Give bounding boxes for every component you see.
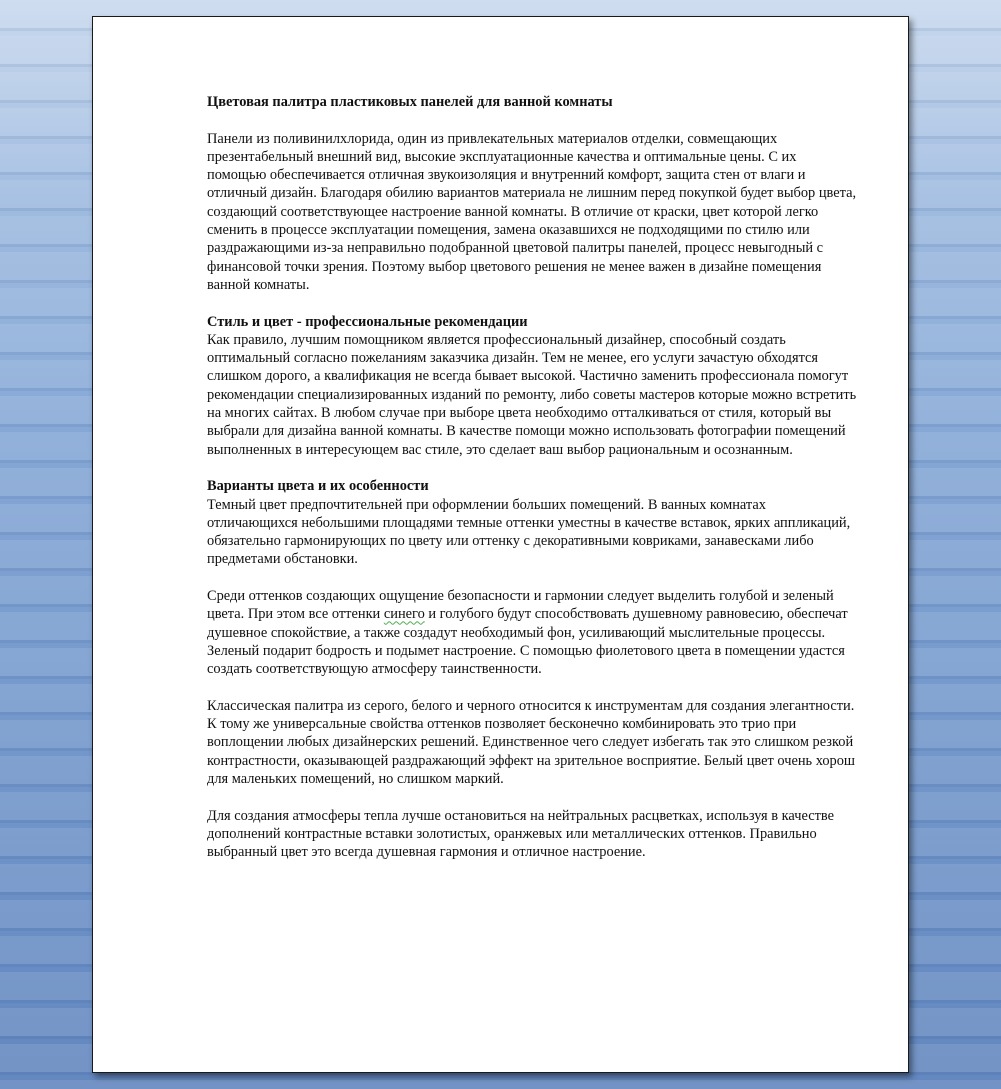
blue-green-text-end: и голубого будут способствовать душевному равновесию, обеспечат душевное спокойствие, а также создадут необходимый фон, усиливающий мыслительные процессы. Зеленый подарит бодрость и подымет настроение. С помощью фиолетового цвета в помещении удастся создать соответствующую атмосферу таинственности. [207, 606, 848, 678]
document-page[interactable] [92, 16, 909, 1073]
classic-palette-paragraph: Классическая палитра из серого, белого и черного относится к инструментам для создания элегантности. К тому же универсальные свойства оттенков позволяет бесконечно комбинировать это трио при воплощении любых дизайнерских решений. Единственное чего следует избегать так это слишком резкой контрастности, оказывающей раздражающий эффект на зрительное восприятие. Белый цвет очень хорош для маленьких помещений, но слишком маркий. [207, 697, 856, 787]
intro-paragraph: Панели из поливинилхлорида, один из привлекательных материалов отделки, совмещающих презентабельный внешний вид, высокие эксплуатационные качества и оптимальные цены. С их помощью обеспечивается отличная звукоизоляция и внутренний комфорт, защита стен от влаги и отличный дизайн. Благодаря обилию вариантов материала не лишним перед покупкой будет выбор цвета, создающий соответствующее настроение ванной комнаты. В отличие от краски, цвет которой легко сменить в процессе эксплуатации помещения, замена оказавшихся не подходящими по стилю или раздражающими из-за неправильно подобранной цветовой палитры панелей, процесс невыгодный с финансовой точки зрения. Поэтому выбор цветового решения не менее важен в дизайне помещения ванной комнаты. [207, 130, 857, 293]
document-body[interactable] [207, 93, 857, 861]
warm-atmosphere-paragraph: Для создания атмосферы тепла лучше остановиться на нейтральных расцветках, используя в качестве дополнений контрастные вставки золотистых, оранжевых или металлических оттенков. Правильно выбранный цвет это всегда душевная гармония и отличное настроение. [207, 807, 834, 861]
spellcheck-marked-word[interactable]: синего [383, 606, 425, 623]
section-heading-color-options: Варианты цвета и их особенности [207, 478, 429, 495]
dark-color-paragraph: Темный цвет предпочтительней при оформлении больших помещений. В ванных комнатах отличающихся небольшими площадями темные оттенки уместны в качестве вставок, ярких аппликаций, обязательно гармонирующих по цвету или оттенку с декоративными ковриками, занавесками либо предметами обстановки. [207, 496, 851, 568]
blue-green-text-start: Среди оттенков создающих ощущение безопасности и гармонии следует выделить голубой и зеленый цвета. При этом все оттенки [207, 588, 834, 623]
document-title: Цветовая палитра пластиковых панелей для ванной комнаты [207, 94, 613, 110]
blue-green-paragraph [207, 587, 857, 678]
section-heading-style-and-color: Стиль и цвет - профессиональные рекомендации [207, 313, 528, 330]
style-and-color-paragraph: Как правило, лучшим помощником является профессиональный дизайнер, способный создать оптимальный согласно пожеланиям заказчика дизайн. Тем не менее, его услуги зачастую обходятся слишком дорого, а квалификация не всегда бывает высокой. Частично заменить профессионала помогут рекомендации специализированных изданий по ремонту, либо советы мастеров которые можно встретить на многих сайтах. В любом случае при выборе цвета необходимо отталкиваться от стиля, который вы выбрали для дизайна ванной комнаты. В качестве помощи можно использовать фотографии помещений выполненных в интересующем вас стиле, это сделает ваш выбор рациональным и осознанным. [207, 331, 857, 458]
